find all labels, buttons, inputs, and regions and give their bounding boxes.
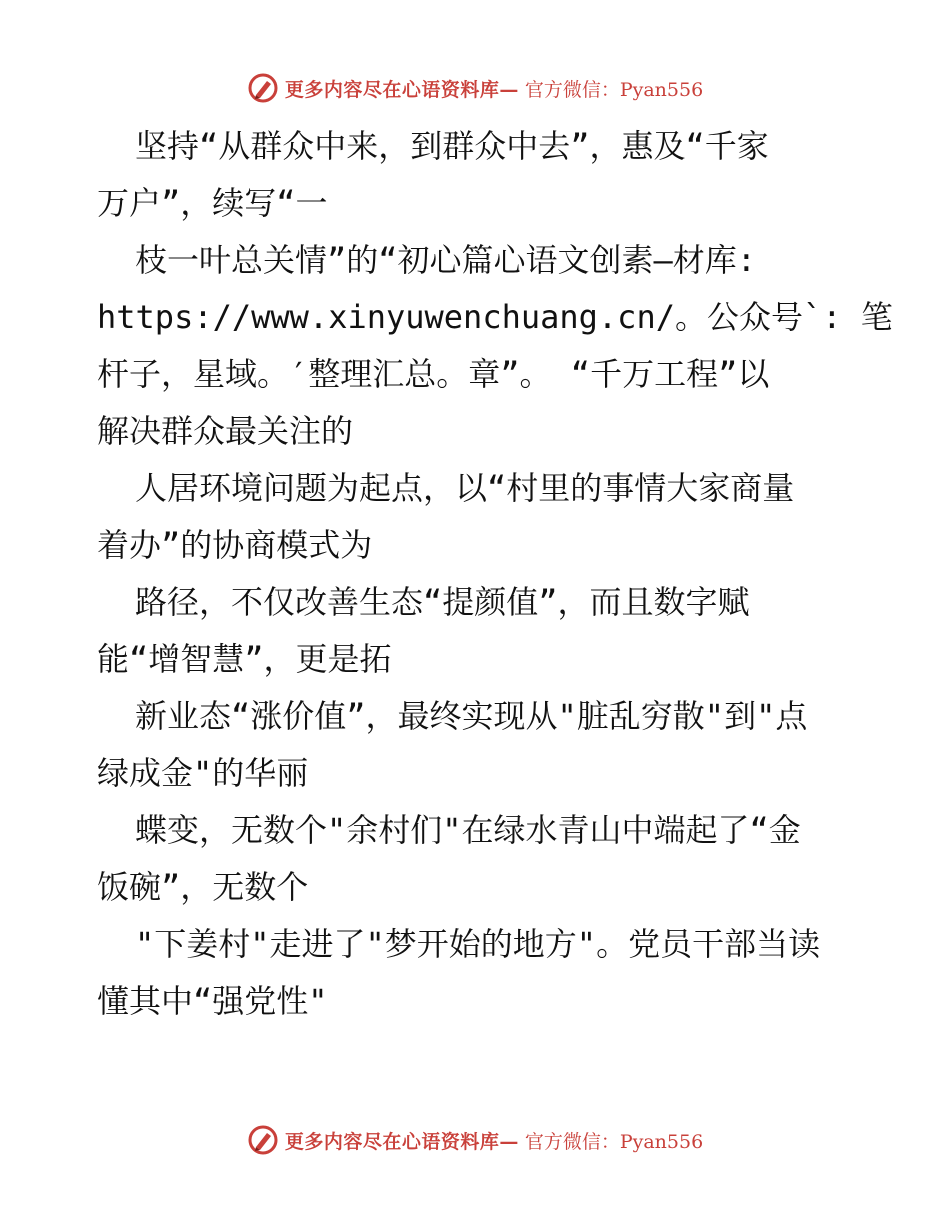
text-line: https://www.xinyuwenchuang.cn/。公众号`: 笔 — [97, 298, 893, 336]
text-line: 杆子，星域。′整理汇总。章”。 “千万工程”以 — [97, 355, 770, 393]
text-line: 路径，不仅改善生态“提颜值”，而且数字赋 — [135, 583, 750, 621]
text-line: "下姜村"走进了"梦开始的地方"。党员干部当读 — [135, 925, 821, 963]
footer-wechat-text: 官方微信：Pyan556 — [524, 1130, 704, 1153]
text-line: 万户”，续写“一 — [97, 184, 328, 222]
footer-brand-text: 更多内容尽在心语资料库— — [284, 1130, 519, 1153]
text-line: 枝一叶总关情”的“初心篇心语文创素—材库: — [135, 241, 757, 279]
pen-logo-icon — [247, 1124, 279, 1156]
text-line: 懂其中“强党性" — [97, 982, 328, 1020]
text-line: 解决群众最关注的 — [97, 412, 354, 450]
text-line: 绿成金"的华丽 — [97, 754, 309, 792]
document-body — [97, 118, 893, 1030]
footer-banner — [0, 1120, 950, 1160]
text-line: 能“增智慧”，更是拓 — [97, 640, 392, 678]
header-wechat-text: 官方微信：Pyan556 — [524, 78, 704, 101]
text-line: 新业态“涨价值”，最终实现从"脏乱穷散"到"点 — [135, 697, 808, 735]
text-line: 着办”的协商模式为 — [97, 526, 373, 564]
text-line: 蝶变，无数个"余村们"在绿水青山中端起了“金 — [135, 811, 801, 849]
header-banner — [0, 68, 950, 108]
text-line: 坚持“从群众中来，到群众中去”，惠及“千家 — [135, 127, 769, 165]
header-brand-text: 更多内容尽在心语资料库— — [284, 78, 519, 101]
text-line: 饭碗”，无数个 — [97, 868, 309, 906]
pen-logo-icon — [247, 72, 279, 104]
text-line: 人居环境问题为起点，以“村里的事情大家商量 — [135, 469, 795, 507]
